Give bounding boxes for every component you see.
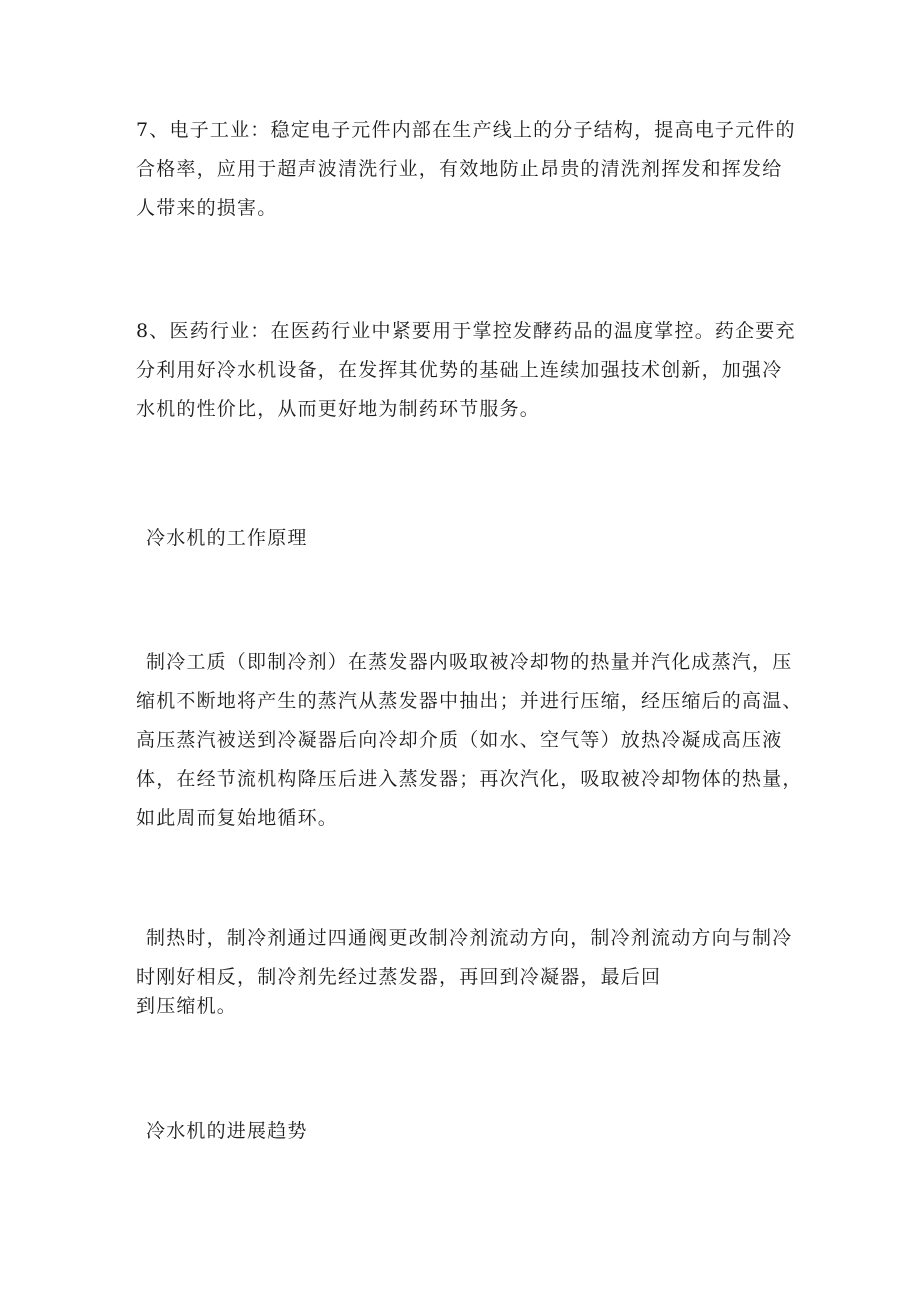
text-line: 7、电子工业：稳定电子元件内部在生产线上的分子结构，提高电子元件的	[136, 119, 796, 141]
text-line: 到压缩机。	[136, 995, 238, 1017]
text-line: 制热时，制冷剂通过四通阀更改制冷剂流动方向，制冷剂流动方向与制冷	[146, 927, 793, 949]
section-heading-working-principle: 冷水机的工作原理	[146, 527, 308, 549]
text-line: 时刚好相反，制冷剂先经过蒸发器，再回到冷凝器，最后回	[136, 966, 662, 988]
text-line: 合格率，应用于超声波清洗行业，有效地防止昂贵的清洗剂挥发和挥发给	[136, 158, 783, 180]
text-line: 高压蒸汽被送到冷凝器后向冷却介质（如水、空气等）放热冷凝成高压液	[136, 729, 783, 751]
text-line: 水机的性价比，从而更好地为制药环节服务。	[136, 398, 541, 420]
text-line: 分利用好冷水机设备，在发挥其优势的基础上连续加强技术创新，加强冷	[136, 359, 783, 381]
text-line: 人带来的损害。	[136, 197, 278, 219]
text-line: 制冷工质（即制冷剂）在蒸发器内吸取被冷却物的热量并汽化成蒸汽，压	[146, 651, 793, 673]
text-line: 8、医药行业：在医药行业中紧要用于掌控发酵药品的温度掌控。药企要充	[136, 320, 796, 342]
text-line: 如此周而复始地循环。	[136, 807, 339, 829]
text-line: 缩机不断地将产生的蒸汽从蒸发器中抽出；并进行压缩，经压缩后的高温、	[136, 690, 803, 712]
text-line: 体，在经节流机构降压后进入蒸发器；再次汽化，吸取被冷却物体的热量，	[136, 768, 803, 790]
section-heading-development-trend: 冷水机的进展趋势	[146, 1120, 308, 1142]
